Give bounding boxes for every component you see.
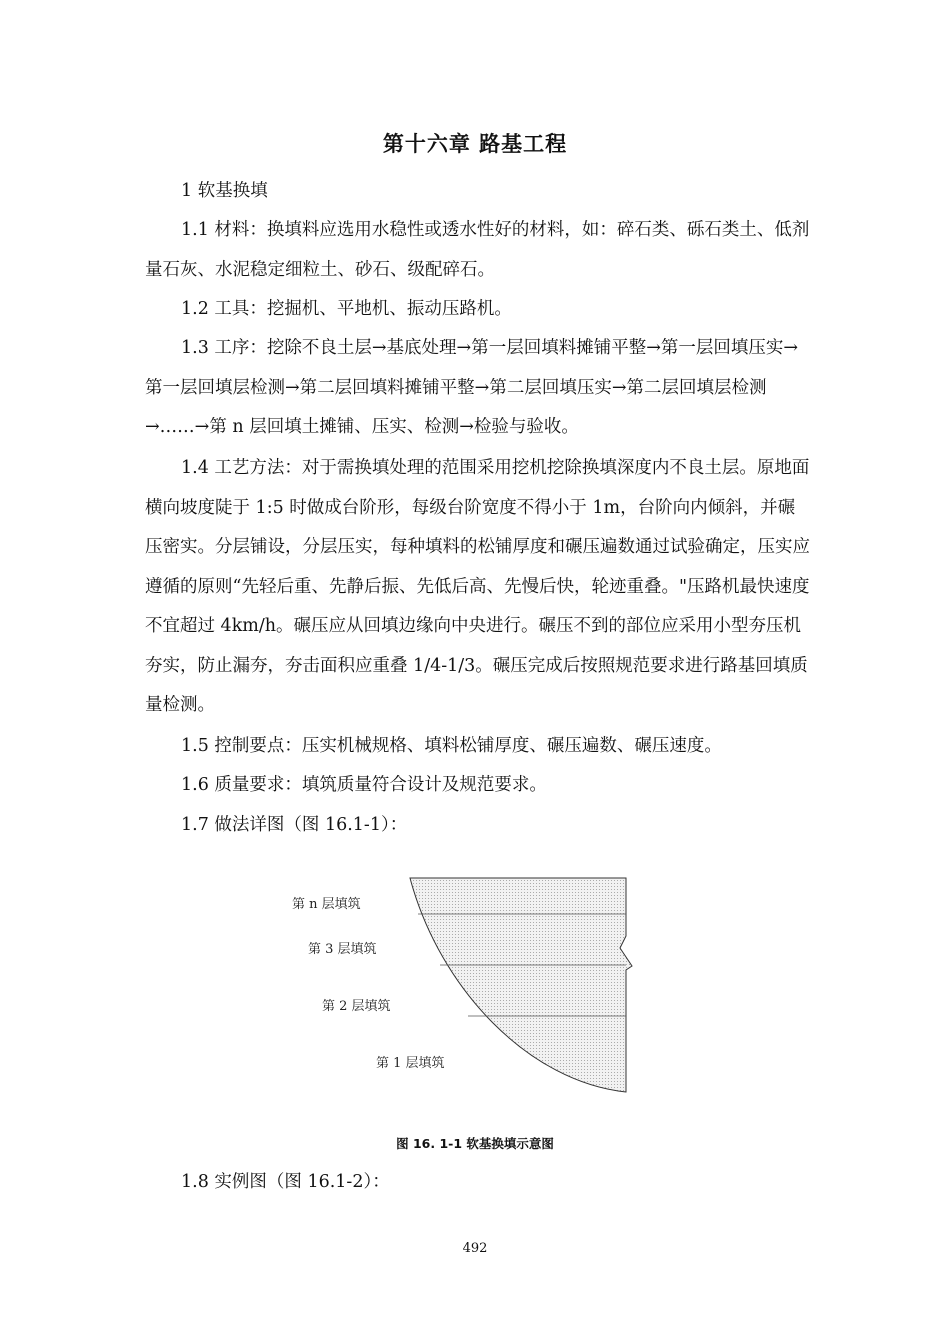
paragraph-1-8: 1.8 实例图（图 16.1-2）： — [181, 1172, 390, 1192]
paragraph-1-1: 1.1 材料：换填料应选用水稳性或透水性好的材料，如：碎石类、砾石类土、低剂量石灰、水泥稳定细粒土、砂石、级配碎石。 — [145, 220, 810, 280]
paragraph-1-2: 1.2 工具：挖掘机、平地机、振动压路机。 — [181, 299, 512, 319]
chapter-title: 第十六章 路基工程 — [382, 131, 568, 156]
figure-caption: 图 16. 1-1 软基换填示意图 — [396, 1136, 554, 1151]
paragraph-1-5: 1.5 控制要点：压实机械规格、填料松铺厚度、碾压遍数、碾压速度。 — [181, 736, 722, 756]
section-1-heading: 1 软基换填 — [181, 181, 268, 201]
label-layer-1: 第 1 层填筑 — [376, 1056, 445, 1071]
label-layer-3: 第 3 层填筑 — [308, 942, 377, 957]
page-number: 492 — [462, 1241, 488, 1256]
label-layer-n: 第 n 层填筑 — [292, 897, 361, 912]
paragraph-1-6: 1.6 质量要求：填筑质量符合设计及规范要求。 — [181, 775, 547, 795]
paragraph-1-4: 1.4 工艺方法：对于需换填处理的范围采用挖机挖除换填深度内不良土层。原地面横向坡度陡于 1:5 时做成台阶形，每级台阶宽度不得小于 1m，台阶向内倾斜，并碾压密实。分层铺设，分层压实，每种填料的松铺厚度和碾压遍数通过试验确定，压实应遵循的原则“先轻后重、先静后振、先低后高、先慢后快，轮迹重叠。"压路机最快速度不宜超过 4km/h。碾压应从回填边缘向中央进行。碾压不到的部位应采用小型夯压机夯实，防止漏夯，夯击面积应重叠 1/4-1/3。碾压完成后按照规范要求进行路基回填质量检测。 — [145, 458, 810, 715]
soft-foundation-diagram — [280, 870, 660, 1100]
paragraph-1-3: 1.3 工序：挖除不良土层→基底处理→第一层回填料摊铺平整→第一层回填压实→第一层回填层检测→第二层回填料摊铺平整→第二层回填压实→第二层回填层检测→……→第 n 层回填土摊铺、压实、检测→检验与验收。 — [145, 338, 799, 437]
label-layer-2: 第 2 层填筑 — [322, 999, 391, 1014]
paragraph-1-7: 1.7 做法详图（图 16.1-1）： — [181, 815, 408, 835]
